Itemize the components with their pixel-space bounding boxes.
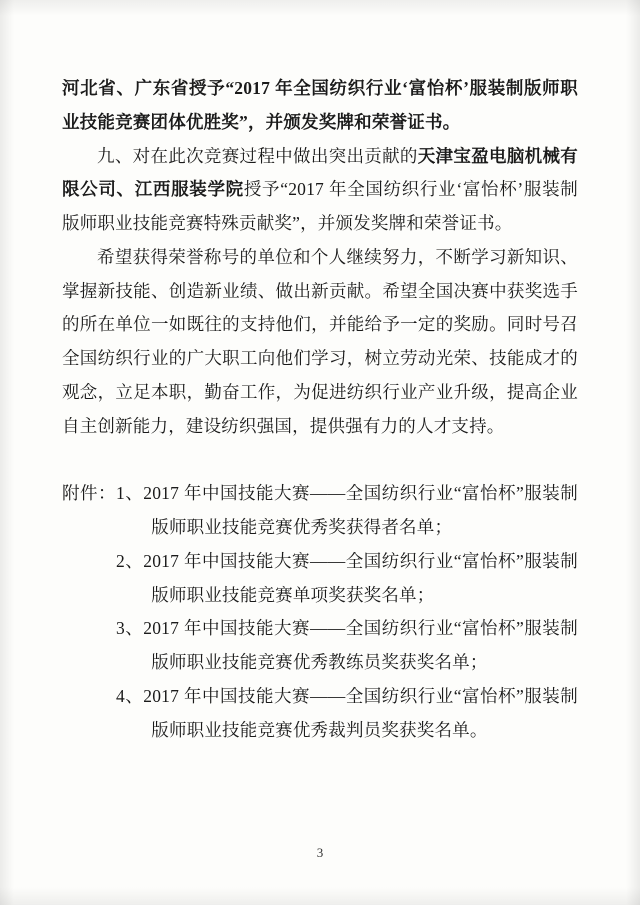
page-edge-shadow-right [626,0,640,905]
attachment-item-2 [62,545,578,613]
page-edge-shadow-bottom [0,887,640,905]
document-body [62,72,578,748]
paragraph-text-lead: 九、对在此次竞赛过程中做出突出贡献的 [97,145,418,166]
paragraph-closing-remarks [62,241,578,444]
attachment-text: 2017 年中国技能大赛——全国纺织行业“富怡杯”服装制版师职业技能竞赛优秀裁判员奖获奖名单。 [143,686,578,740]
attachment-number: 1、 [116,483,144,504]
paragraph-clause-eight-continued [62,72,578,140]
attachment-text: 2017 年中国技能大赛——全国纺织行业“富怡杯”服装制版师职业技能竞赛单项奖获奖名单； [143,550,578,605]
attachment-item-1 [62,477,578,545]
page-number: 3 [316,845,324,860]
page-edge-shadow-top [0,0,640,16]
attachment-number: 2、 [116,550,144,571]
paragraph-text-emphasis: 天津宝盈电脑机械有限公司、江西服装学院 [62,145,578,200]
paragraph-clause-nine [62,140,578,241]
section-spacer [62,443,578,469]
attachment-number: 3、 [116,618,144,639]
attachments-label: 附件： [62,483,117,504]
attachment-text: 2017 年中国技能大赛——全国纺织行业“富怡杯”服装制版师职业技能竞赛优秀教练员奖获奖名单； [143,618,578,673]
attachments-list [62,477,578,747]
attachment-item-3 [62,612,578,680]
attachment-number: 4、 [116,686,144,707]
paragraph-text: 希望获得荣誉称号的单位和个人继续努力，不断学习新知识、掌握新技能、创造新业绩、做出新贡献。希望全国决赛中获奖选手的所在单位一如既往的支持他们，并能给予一定的奖励。同时号召全国纺织行业的广大职工向他们学习，树立劳动光荣、技能成才的观念，立足本职，勤奋工作，为促进纺织行业产业升级，提高企业自主创新能力，建设纺织强国，提供强有力的人才支持。 [62,246,578,436]
attachment-text: 2017 年中国技能大赛——全国纺织行业“富怡杯”服装制版师职业技能竞赛优秀奖获得者名单； [143,483,578,538]
page-edge-shadow-left [0,0,14,905]
attachment-item-4 [62,680,578,748]
paragraph-text: 河北省、广东省授予“2017 年全国纺织行业‘富怡杯’服装制版师职业技能竞赛团体优胜奖”，并颁发奖牌和荣誉证书。 [62,78,578,132]
paragraph-text-tail: 授予“2017 年全国纺织行业‘富怡杯’服装制版师职业技能竞赛特殊贡献奖”，并颁发奖牌和荣誉证书。 [62,179,579,234]
